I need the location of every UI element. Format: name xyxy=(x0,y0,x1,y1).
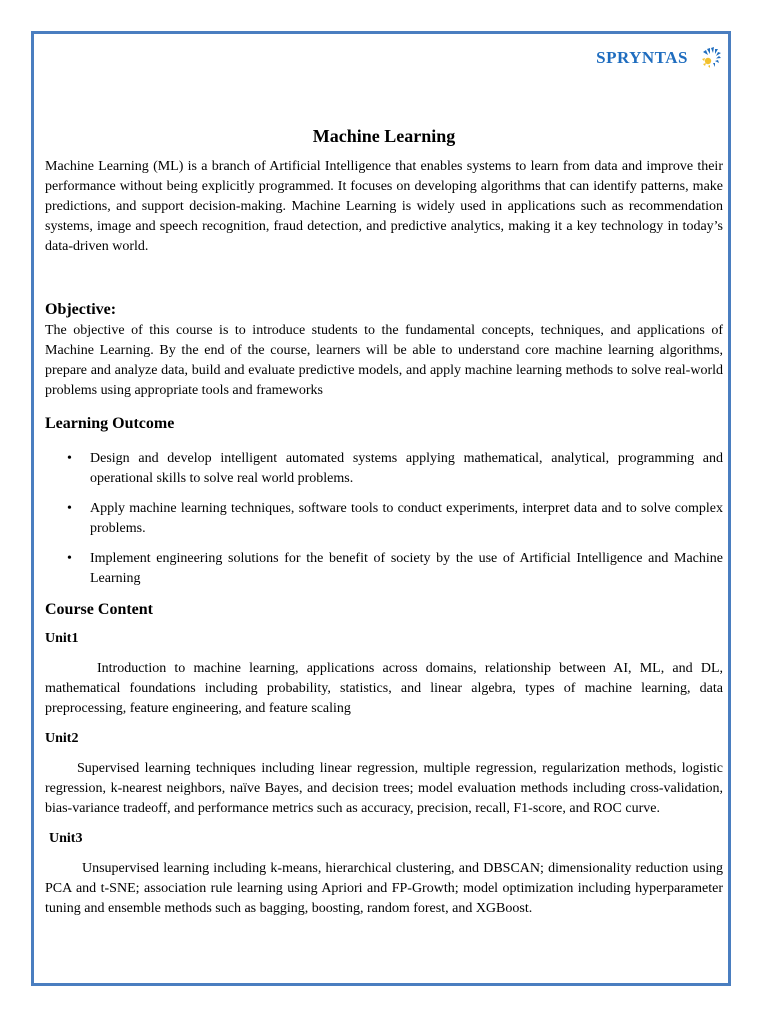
list-item xyxy=(45,499,723,539)
learning-outcome-list xyxy=(45,449,723,589)
unit1-text: Introduction to machine learning, applications across domains, relationship between AI, ML, and DL, mathematical foundations including probability, statistics, and linear algebra, types of machine learning, data preprocessing, feature engineering, and feature scaling xyxy=(45,661,723,716)
list-item xyxy=(45,549,723,589)
bullet-icon: • xyxy=(67,451,72,466)
bullet-icon: • xyxy=(67,551,72,566)
objective-heading: Objective: xyxy=(45,301,117,318)
unit1-heading: Unit1 xyxy=(45,631,79,646)
list-item xyxy=(45,449,723,489)
course-content-heading: Course Content xyxy=(45,601,153,618)
page-title: Machine Learning xyxy=(312,126,456,146)
outcome-text: Design and develop intelligent automated systems applying mathematical, analytical, programming and operational skills to solve real world problems. xyxy=(90,451,723,486)
outcome-text: Apply machine learning techniques, software tools to conduct experiments, interpret data and to solve complex problems. xyxy=(90,501,723,536)
unit2-heading: Unit2 xyxy=(45,731,79,746)
unit3-heading: Unit3 xyxy=(49,831,83,846)
brand-name: SPRYNTAS xyxy=(596,48,688,67)
unit3-text: Unsupervised learning including k-means, hierarchical clustering, and DBSCAN; dimensionality reduction using PCA and t-SNE; association rule learning using Apriori and FP-Growth; model optimization including hyperparameter tuning and ensemble methods such as bagging, boosting, random forest, and XGBoost. xyxy=(45,861,723,916)
brand-header xyxy=(596,46,722,70)
objective-paragraph: The objective of this course is to introduce students to the fundamental concepts, techniques, and applications of Machine Learning. By the end of the course, learners will be able to understand core machine learning algorithms, prepare and analyze data, build and evaluate predictive models, and apply machine learning methods to solve real-world problems using appropriate tools and frameworks xyxy=(45,323,723,398)
learning-outcome-heading: Learning Outcome xyxy=(45,415,175,432)
document-body xyxy=(45,126,723,929)
unit2-text: Supervised learning techniques including linear regression, multiple regression, regularization methods, logistic regression, k-nearest neighbors, naïve Bayes, and decision trees; model evaluation methods including cross-validation, bias-variance tradeoff, and performance metrics such as accuracy, precision, recall, F1-score, and ROC curve. xyxy=(45,761,723,816)
sunburst-logo-icon xyxy=(700,46,722,70)
outcome-text: Implement engineering solutions for the benefit of society by the use of Artificial Intelligence and Machine Learning xyxy=(90,551,723,586)
intro-paragraph: Machine Learning (ML) is a branch of Artificial Intelligence that enables systems to learn from data and improve their performance without being explicitly programmed. It focuses on developing algorithms that can identify patterns, make predictions, and support decision-making. Machine Learning is widely used in applications such as recommendation systems, image and speech recognition, fraud detection, and predictive analytics, making it a key technology in today’s data-driven world. xyxy=(45,159,723,254)
bullet-icon: • xyxy=(67,501,72,516)
